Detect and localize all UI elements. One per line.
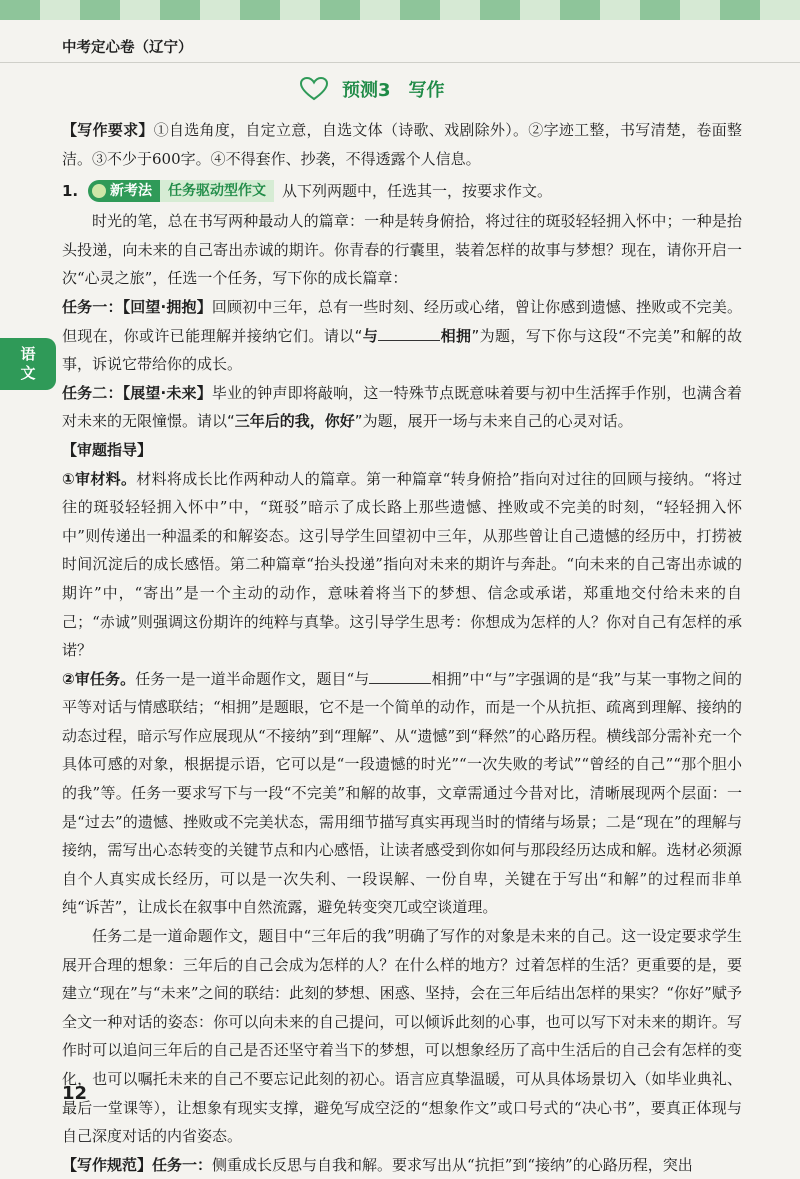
lightbulb-icon (92, 184, 106, 198)
section-title: 预测3 写作 (342, 80, 445, 101)
question-number: 1. (62, 182, 79, 201)
guide-task-label: ②审任务。 (62, 669, 136, 688)
task-two-text-a: 毕业的钟声即将敲响，这一特殊节点既意味着要与初中生活挥手作别，也满含着对未来的无限憧憬。请以“ (62, 383, 742, 431)
new-format-badge (88, 180, 160, 202)
writing-norms (62, 1151, 742, 1179)
essay-type-badge: 任务驱动型作文 (160, 180, 274, 202)
book-title: 中考定心卷（辽宁） (62, 40, 193, 56)
writing-requirements (62, 116, 742, 173)
side-tab-char-1: 语 (20, 345, 36, 364)
guide-task (62, 665, 742, 922)
norms-task-label: 任务一： (152, 1155, 213, 1174)
guide-material-label: ①审材料。 (62, 469, 137, 488)
task-two (62, 379, 742, 436)
question-prompt: 从下列两题中，任选其一，按要求作文。 (282, 182, 553, 201)
task-one-title-a: 与 (362, 326, 379, 345)
task-two-label: 任务二：【展望·未来】 (62, 383, 212, 402)
guide-label: 【审题指导】 (62, 440, 153, 459)
badge-new-label: 新考法 (110, 183, 152, 200)
guide-task-text-a: 任务一是一道半命题作文，题目“与 (135, 669, 370, 688)
side-tab-char-2: 文 (20, 364, 36, 382)
norms-text: 侧重成长反思与自我和解。要求写出从“抗拒”到“接纳”的心路历程，突出 (212, 1155, 693, 1174)
task-two-title: 三年后的我，你好 (234, 412, 355, 431)
task-one-text-a: 回顾初中三年，总有一些时刻、经历或心绪，曾让你感到遗憾、挫败或不完美。但现在，你或许已能理解并接纳它们。请以“ (62, 297, 742, 345)
task-one-title-b: 相拥 (440, 326, 472, 345)
task-one (62, 293, 742, 379)
heart-icon (300, 77, 328, 101)
question-header (62, 175, 742, 207)
title-blank (378, 326, 440, 341)
task-one-text-b: ”为题，写下你与这段“不完美”和解的故事，诉说它带给你的成长。 (62, 326, 742, 374)
page-content (62, 116, 742, 1179)
page-number: 12 (62, 1083, 88, 1104)
guide-task-text-b: 相拥”中“与”字强调的是“我”与某一事物之间的平等对话与情感联结；“相拥”是题眼，它不是一个简单的动作，而是一个从抗拒、疏离到理解、接纳的动态过程，暗示写作应展现从“不接纳”到“理解”、从“遗憾”到“释然”的心路历程。横线部分需补充一个具体可感的对象，根据提示语，它可以是“一段遗憾的时光”“一次失败的考试”“曾经的自己”“那个胆小的我”等。任务一要求写下与一段“不完美”和解的故事，文章需通过今昔对比，清晰展现两个层面：一是“过去”的遗憾、挫败或不完美状态，需用细节描写真实再现当时的情绪与场景；二是“现在”的理解与接纳，需写出心态转变的关键节点和内心感悟，让读者感受到你如何与那段经历达成和解。选材必须源自个人真实成长经历，可以是一次失利、一段误解、一份自卑，关键在于写出“和解”的过程而非单纯“诉苦”，让成长在叙事中自然流露，避免转变突兀或空谈道理。 (62, 669, 742, 917)
norms-label: 【写作规范】 (62, 1155, 153, 1174)
guide-material (62, 465, 742, 665)
task-two-text-b: ”为题，展开一场与未来自己的心灵对话。 (354, 412, 633, 431)
section-heading (300, 76, 445, 102)
guide-material-text: 材料将成长比作两种动人的篇章。第一种篇章“转身俯拾”指向对过往的回顾与接纳。“将过往的斑驳轻轻拥入怀中”中，“斑驳”暗示了成长路上那些遗憾、挫败或不完美的时刻，“轻轻拥入怀中”则传递出一种温柔的和解姿态。这引导学生回望初中三年，从那些曾让自己遗憾的经历中，打捞被时间沉淀后的成长感悟。第二种篇章“抬头投递”指向对未来的期许与奔赴。“向未来的自己寄出赤诚的期许”中，“寄出”是一个主动的动作，意味着将当下的梦想、信念或承诺，郑重地交付给未来的自己；“赤诚”则强调这份期许的纯粹与真挚。这引导学生思考：你想成为怎样的人？你对自己有怎样的承诺？ (62, 469, 743, 660)
requirements-label: 【写作要求】 (62, 121, 154, 139)
header-divider (0, 62, 800, 63)
question-material: 时光的笔，总在书写两种最动人的篇章：一种是转身俯拾，将过往的斑驳轻轻拥入怀中；一种是抬头投递，向未来的自己寄出赤诚的期许。你青春的行囊里，装着怎样的故事与梦想？现在，请你开启一次“心灵之旅”，任选一个任务，写下你的成长篇章： (62, 212, 742, 288)
subject-side-tab (0, 338, 56, 390)
task-one-label: 任务一：【回望·拥抱】 (62, 297, 212, 316)
top-color-strip (0, 0, 800, 20)
guide-task-two: 任务二是一道命题作文，题目中“三年后的我”明确了写作的对象是未来的自己。这一设定要求学生展开合理的想象：三年后的自己会成为怎样的人？在什么样的地方？过着怎样的生活？更重要的是，要建立“现在”与“未来”之间的联结：此刻的梦想、困惑、坚持，会在三年后结出怎样的果实？“你好”赋予全文一种对话的姿态：你可以向未来的自己提问，可以倾诉此刻的心事，也可以写下对未来的期许。写作时可以追问三年后的自己是否还坚守着当下的梦想，可以想象经历了高中生活后的自己会有怎样的变化，也可以嘱托未来的自己不要忘记此刻的初心。语言应真挚温暖，可从具体场景切入（如毕业典礼、最后一堂课等），让想象有现实支撑，避免写成空泛的“想象作文”或口号式的“决心书”，要真正体现与自己深度对话的内省姿态。 (62, 927, 742, 1146)
requirements-text: ①自选角度，自定立意，自选文体（诗歌、戏剧除外）。②字迹工整，书写清楚，卷面整洁。③不少于600字。④不得套作、抄袭，不得透露个人信息。 (62, 121, 742, 168)
guide-title-blank (369, 669, 431, 684)
